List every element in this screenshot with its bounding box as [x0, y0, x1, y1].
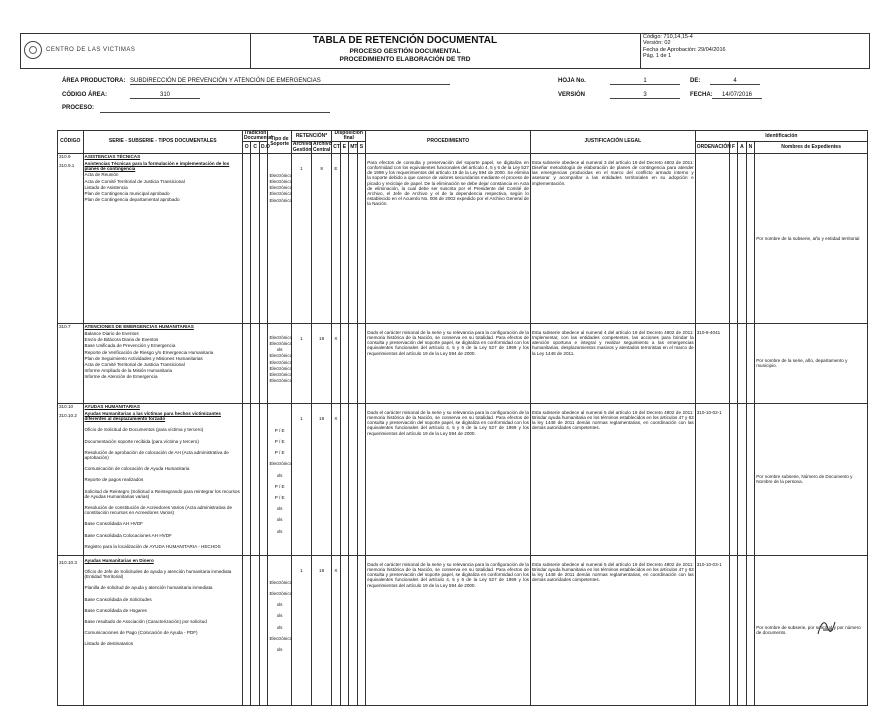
soporte-value: xls [276, 506, 283, 512]
n-cell [746, 403, 755, 555]
header-divider [640, 33, 641, 69]
procedimiento-cell: Dado el carácter misional de la serie y su relevancia para la configuración de la memoria histórica de la Nación, se conserva en su totalidad. Para efectos de consulta y preservación del soporte papel, se digitaliza en conformidad con los equivalentes funcionales del artículo 4, 5 y 6 de la Ley 527 de 1999 y los requerimientos del artículo 19 de la Ley 594 de 2000. [366, 323, 531, 403]
hoja-value: 1 [610, 78, 680, 85]
process-name: PROCESO GESTIÓN DOCUMENTAL [349, 48, 461, 55]
col-procedimiento: PROCEDIMIENTO [366, 131, 531, 154]
a-cell [738, 403, 747, 555]
de-label: DE: [690, 78, 701, 84]
doc-meta [643, 34, 726, 59]
version-info-label: VERSIÓN [558, 92, 586, 98]
row-code-cell [58, 153, 84, 323]
area-value: SUBDIRECCIÓN DE PREVENCIÓN Y ATENCIÓN DE EMERGENCIAS [130, 78, 450, 85]
seal-icon [24, 41, 42, 59]
col-serie: SERIE - SUBSERIE - TIPOS DOCUMENTALES [83, 131, 242, 154]
version-label: Versión: [643, 40, 663, 47]
soporte-value: Electrónico [269, 179, 293, 185]
tipo-documental: Solicitud de Reintegro (Solicitud a Reintegrando para reintegrar los recursos de Ayudas Humanitarias varias) [84, 488, 240, 499]
document-title: TABLA DE RETENCIÓN DOCUMENTAL [312, 35, 498, 46]
f-cell [729, 153, 738, 323]
de-value: 4 [710, 78, 760, 85]
row-code-cell [58, 403, 84, 555]
col-central: Archivo Central [313, 141, 332, 153]
soporte-value: P / E [274, 495, 285, 501]
soporte-value: P / E [274, 483, 285, 489]
subserie-code: 310.10.3 [59, 559, 77, 565]
nombres-cell: Por nombre de la serie, año, departamento y municipio. [755, 323, 868, 403]
soporte-value: Electrónico [269, 353, 293, 359]
s-cell [357, 323, 366, 403]
mt-cell [349, 323, 358, 403]
mt-cell [349, 153, 358, 323]
soporte-value: xls [276, 517, 283, 523]
col-retencion: RETENCIÓN* [291, 131, 331, 142]
col-codigo: CÓDIGO [58, 131, 84, 154]
col-gestion: Archivo Gestión [292, 141, 312, 153]
subserie-name: Ayudas Humanitarias en Dinero [84, 557, 154, 563]
ordenacion-cell: 310-10-02-1 [695, 403, 729, 555]
subserie-code: 310.9.1 [59, 163, 75, 169]
table-row [58, 153, 868, 323]
tipo-documental: Planilla de solicitud de ayuda y atención humanitaria inmediata [84, 585, 213, 591]
soporte-value: Electrónico [269, 334, 293, 340]
soporte-value: xls [276, 647, 283, 653]
procedure-name: PROCEDIMIENTO ELABORACIÓN DE TRD [339, 56, 471, 63]
tipo-documental: Listado de destinatarios [84, 641, 134, 647]
approval-value: 29/04/2016 [698, 46, 726, 53]
col-e: E [340, 142, 349, 153]
logo-text: CENTRO DE LAS VICTIMAS [46, 47, 136, 53]
table-row [58, 555, 868, 705]
area-label: ÁREA PRODUCTORA: [62, 78, 126, 84]
subserie-name: Ayudas Humanitarias a las víctimas para hechos victimizantes diferentes al desplazamiento forzado [84, 411, 221, 422]
col-f: F [729, 142, 738, 153]
tipo-documental: Base resultado de Asociación (Caracterización) por solicitud [84, 619, 207, 625]
col-disposicion: Disposición final [332, 131, 366, 142]
soporte-value: Electrónico [269, 591, 293, 597]
gestion-cell: 1 [291, 555, 311, 705]
col-n: N [746, 142, 755, 153]
tipo-documental: Plan de Contingencia municipal aprobado [84, 191, 170, 197]
gestion-cell: 1 [291, 323, 311, 403]
row-code-cell [58, 555, 84, 705]
ct-cell: E [332, 153, 341, 323]
retention-table [57, 130, 868, 706]
table-row [58, 403, 868, 555]
row-serie-cell [83, 153, 242, 323]
mt-cell [349, 555, 358, 705]
col-nombres: Nombres de Expedientes [755, 142, 868, 153]
justificacion-cell: Esta subserie obedece al numeral 3 del artículo 19 del Decreto 4802 de 2011: Diseñar metodología de elaboración de planes de contingencia para atender las emergencias producidas en el marco del conflicto armado interno y asesorar y acompañar a las entidades territoriales en su adopción e implementación. [530, 153, 695, 323]
justificacion-cell: Esta subserie obedece al numeral 4 del artículo 19 del Decreto 4802 de 2011: Implementar, con las entidades competentes, las acciones para brindar la atención oportuna e integral y realizar seguimiento a las emergencias humanitarias, desplazamientos masivos y atentados terroristas en el marco de la Ley 1448 de 2011. [530, 323, 695, 403]
soporte-value: Electrónico [269, 461, 293, 467]
soporte-value: Electrónico [269, 172, 293, 178]
tipo-documental: Base Consolidada Colocaciones AH HVDF [84, 532, 172, 538]
col-tradicion: Tradición Documental [243, 130, 273, 142]
version-value: 02 [664, 40, 671, 47]
codigo-value: 710,14,15-4 [663, 34, 693, 40]
col-c: C [251, 142, 260, 153]
soporte-value: xls [276, 528, 283, 534]
e-cell [340, 403, 349, 555]
gestion-cell: 1 [291, 153, 311, 323]
col-identificacion: Identificación [695, 131, 867, 142]
page-count: Pág. 1 de 1 [643, 52, 672, 59]
tipo-documental: Informe Ampliado de la Misión Humanitaria [84, 368, 173, 374]
tradicion-c-cell [251, 403, 260, 555]
serie-name: ASISTENCIAS TÉCNICAS [84, 153, 141, 159]
tipo-documental: Envío de Bitácora Diaria de Eventos [84, 337, 159, 343]
tradicion-do-cell [259, 555, 268, 705]
f-cell [729, 403, 738, 555]
serie-code: 310.10 [59, 403, 74, 409]
central-cell: 8 [312, 153, 332, 323]
proceso-label: PROCESO: [62, 105, 95, 111]
tipo-documental: Oficio de Jefe de Solicitudes de ayuda y atención humanitaria inmediata (Entidad Territorial) [84, 569, 232, 580]
soporte-value: Electrónico [269, 191, 293, 197]
soporte-value: P / E [274, 450, 285, 456]
soporte-value: Electrónico [269, 197, 293, 203]
tipo-documental: Acta de Reunión [84, 172, 119, 178]
a-cell [738, 323, 747, 403]
e-cell [340, 555, 349, 705]
tradicion-o-cell [242, 323, 251, 403]
soporte-value: Electrónico [269, 341, 293, 347]
ordenacion-cell [695, 153, 729, 323]
justificacion-cell: Esta subserie obedece al numeral 5 del artículo 19 del Decreto 4802 de 2011: Brindar ayuda humanitaria en los términos establecidos en los artículos 47 y 63 la ley 1448 de 2011 demás normas reglamentarias, en coordinación con las demás autoridades competentes. [530, 555, 695, 705]
soporte-value: xls [276, 613, 283, 619]
soporte-value: xls [276, 347, 283, 353]
nombres-cell: Por nombre de la subserie, año y entidad territorial [755, 153, 868, 323]
serie-name: ATENCIONES DE EMERGENCIAS HUMANITARIAS [84, 323, 194, 329]
justificacion-cell: Esta subserie obedece al numeral 5 del artículo 19 del Decreto 4802 de 2011: Brindar ayuda humanitaria en los términos establecidos en los artículos 47 y 63 la ley 1448 de 2011 demás normas reglamentarias, en coordinación con las demás autoridades competentes. [530, 403, 695, 555]
tradicion-do-cell [259, 403, 268, 555]
n-cell [746, 323, 755, 403]
codigo-area-label: CÓDIGO ÁREA: [62, 92, 107, 98]
tradicion-o-cell [242, 555, 251, 705]
s-cell [357, 153, 366, 323]
tradicion-do-cell [259, 153, 268, 323]
tipo-documental: Resolución de constitución de Acreedores Varios (Acta administrativa de constitución recursos en Acreedores Varios) [84, 505, 233, 516]
col-soporte: Tipo de Soporte [268, 131, 291, 154]
tradicion-c-cell [251, 323, 260, 403]
soporte-value: xls [276, 624, 283, 630]
central-cell: 18 [312, 323, 332, 403]
procedimiento-cell: Dado el carácter misional de la serie y su relevancia para la configuración de la memoria histórica de la Nación, se conserva en su totalidad. Para efectos de consulta y preservación del soporte papel, se digitaliza en conformidad con los equivalentes funcionales del artículo 4, 5 y 6 de la Ley 527 de 1999 y los requerimientos del artículo 19 de la Ley 594 de 2000. [366, 403, 531, 555]
tipo-documental: Resolución de aprobación de colocación de AH (Acta administrativa de aprobación) [84, 449, 229, 461]
soporte-value: Electrónico [269, 378, 293, 384]
e-cell [340, 323, 349, 403]
tipo-documental: Acta de Comité Territorial de Justicia Transicional [84, 178, 185, 184]
tipo-documental: Reporte de Verificación de Riesgo y/o Emergencia Humanitaria [84, 349, 214, 355]
col-justificacion: JUSTIFICACIÓN LEGAL [530, 131, 695, 154]
col-ct: CT [332, 142, 341, 153]
tipo-documental: Comunicación de colocación de Ayuda Humanitaria [84, 466, 190, 472]
fecha-label: FECHA: [690, 92, 713, 98]
col-a: A [738, 142, 747, 153]
central-cell: 18 [312, 403, 332, 555]
row-serie-cell [83, 323, 242, 403]
nombres-cell: Por nombre de subserie, por solicitud y por número de documento. [755, 555, 868, 705]
serie-name: AYUDAS HUMANITARIAS [84, 403, 140, 409]
ct-cell: X [332, 403, 341, 555]
soporte-value: Electrónico [269, 185, 293, 191]
soporte-value: xls [276, 602, 283, 608]
ct-cell: X [332, 555, 341, 705]
central-cell: 18 [312, 555, 332, 705]
row-soporte-cell [268, 403, 291, 555]
institution-logo [24, 36, 154, 64]
soporte-value: Electrónico [269, 635, 293, 641]
col-s: S [357, 142, 366, 153]
tipo-documental: Informe de Atención de Emergencia [84, 374, 158, 380]
tipo-documental: Listado de Asistencia [84, 184, 128, 190]
tipo-documental: Base Consolidada de Hogares [84, 607, 147, 613]
procedimiento-cell: Dado el carácter misional de la serie y su relevancia para la configuración de la memoria histórica de la Nación, se conserva en su totalidad. Para efectos de consulta y preservación del soporte papel, se digitaliza en conformidad con los equivalentes funcionales del artículo 4, 5 y 6 de la Ley 527 de 1999 y los requerimientos del artículo 19 de la Ley 594 de 2000. [366, 555, 531, 705]
tradicion-c-cell [251, 153, 260, 323]
serie-code: 310.7 [59, 323, 71, 329]
soporte-value: Electrónico [269, 365, 293, 371]
version-info-value: 3 [610, 92, 680, 99]
col-ordenacion: ORDENACIÓN [695, 142, 729, 153]
soporte-value: xls [276, 472, 283, 478]
row-soporte-cell [268, 555, 291, 705]
col-mt: MT [349, 142, 358, 153]
ct-cell: X [332, 323, 341, 403]
col-do: D.O [259, 142, 268, 153]
n-cell [746, 153, 755, 323]
tipo-documental: Registro para la localización de AYUDA HUMANITARIA - HECHOS [84, 543, 221, 549]
gestion-cell: 1 [291, 403, 311, 555]
row-code-cell [58, 323, 84, 403]
serie-code: 310.9 [59, 153, 71, 159]
ordenacion-cell: 310-10-03-1 [695, 555, 729, 705]
nombres-cell: Por nombre subserie, Número de Documento y Nombre de la persona. [755, 403, 868, 555]
ordenacion-cell: 310-9-4041 [695, 323, 729, 403]
a-cell [738, 153, 747, 323]
tipo-documental: Acta de Comité Territorial de Justicia Transicional [84, 362, 185, 368]
tipo-documental: Base Consolidada AH HVDF [84, 521, 143, 527]
fecha-value: 14/07/2016 [712, 92, 762, 99]
f-cell [729, 323, 738, 403]
tradicion-o-cell [242, 153, 251, 323]
tipo-documental: Plan de Seguimiento Actividades y Misiones Humanitarias [84, 355, 203, 361]
subserie-name: Asistencias Técnicas para la formulación e implementación de los planes de contingencia [84, 161, 230, 172]
tradicion-do-cell [259, 323, 268, 403]
f-cell [729, 555, 738, 705]
procedimiento-cell: Para efectos de consulta y preservación del soporte papel, se digitaliza en conformidad con los equivalentes funcionales del artículo 4, 5 y 6 de la Ley 527 de 1999 y los requerimientos del artículo 19 de la Ley 594 de 2000. Se elimina la soporte debido a que carece de valores secundarios mediante el proceso de picado y reciclaje de papel. De la eliminación se debe dejar constancia en Acta de eliminación, la cual debe ser suscrita por el Presidente del Comité de Archivo, el Jefe de Archivo y el de la dependencia respectiva, según lo establecido en el Acuerdo No. 006 de 2002 expedido por el Archivo General de la Nación. [366, 153, 531, 323]
tipo-documental: Base Consolidada de Solicitudes [84, 596, 152, 602]
soporte-value: Electrónico [269, 359, 293, 365]
table-row [58, 323, 868, 403]
row-serie-cell [83, 555, 242, 705]
signature-mark [815, 616, 839, 638]
row-serie-cell [83, 403, 242, 555]
s-cell [357, 555, 366, 705]
e-cell [340, 153, 349, 323]
soporte-value: Electrónico [269, 372, 293, 378]
hoja-label: HOJA No. [558, 78, 586, 84]
row-soporte-cell [268, 153, 291, 323]
a-cell [738, 555, 747, 705]
soporte-value: P / E [274, 427, 285, 433]
tipo-documental: Oficio de Solicitud de Documentos (para víctima y tercero) [84, 427, 204, 433]
subserie-code: 310.10.2 [59, 413, 77, 419]
n-cell [746, 555, 755, 705]
mt-cell [349, 403, 358, 555]
col-o: O [242, 142, 251, 153]
proceso-value-line [100, 112, 330, 113]
tipo-documental: Plan de Contingencia departamental aprobado [84, 197, 180, 203]
s-cell [357, 403, 366, 555]
tipo-documental: Documentación soporte recibida (para víctima y tercero) [84, 438, 199, 444]
tipo-documental: Reporte de pagos realizados [84, 477, 144, 483]
tradicion-o-cell [242, 403, 251, 555]
tipo-documental: Base Unificada de Prevención y Emergencia [84, 343, 176, 349]
soporte-value: Electrónico [269, 579, 293, 585]
tipo-documental: Comunicaciones de Pago (Colocación de Ayuda - PDF) [84, 630, 198, 636]
tradicion-c-cell [251, 555, 260, 705]
row-soporte-cell [268, 323, 291, 403]
codigo-label: Código: [643, 34, 662, 40]
approval-label: Fecha de Aprobación: [643, 46, 697, 53]
soporte-value: P / E [274, 439, 285, 445]
tipo-documental: Balance Diario de Eventos [84, 331, 139, 337]
codigo-area-value: 310 [130, 92, 200, 99]
